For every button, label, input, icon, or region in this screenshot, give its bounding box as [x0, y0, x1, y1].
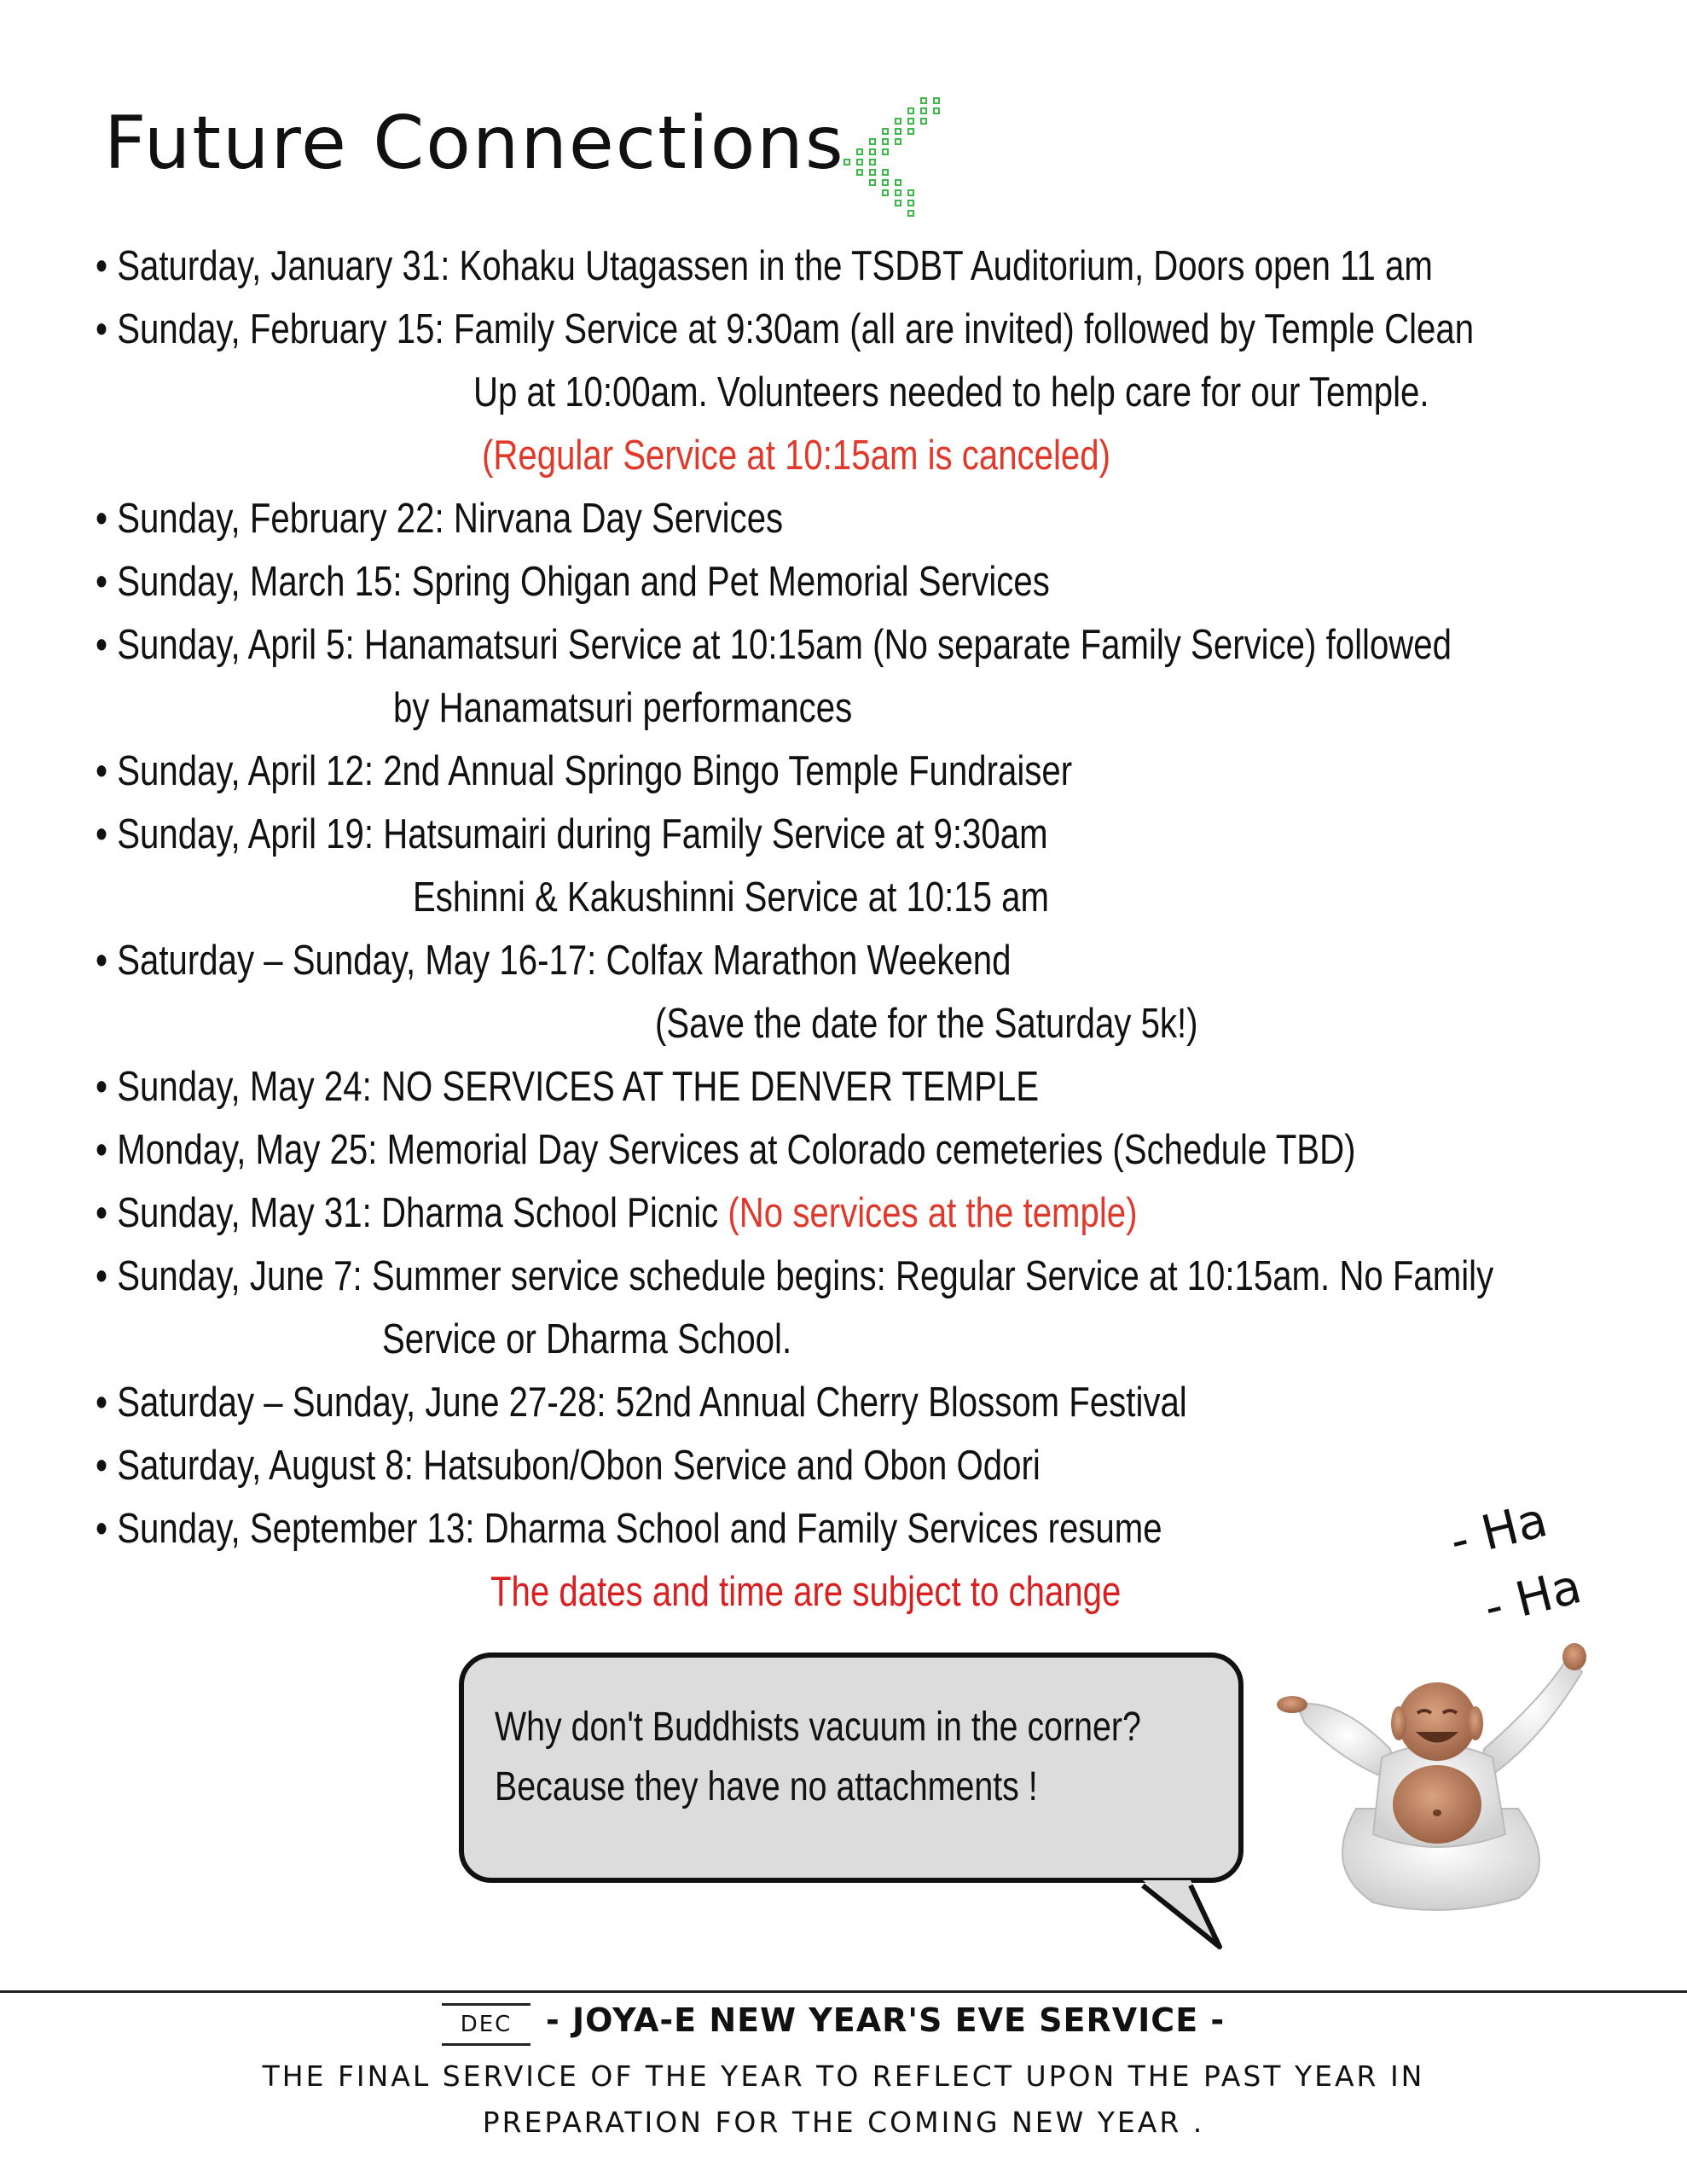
logo-dot	[896, 129, 901, 134]
event-item: • Sunday, April 5: Hanamatsuri Service at 10:15am (No separate Family Service) followed	[96, 622, 1452, 668]
disclaimer: The dates and time are subject to change	[490, 1569, 1122, 1615]
logo-dot	[857, 160, 862, 165]
event-item: • Sunday, March 15: Spring Ohigan and Pet Memorial Services	[96, 559, 1050, 605]
event-item: • Saturday – Sunday, June 27-28: 52nd Annual Cherry Blossom Festival	[96, 1380, 1187, 1426]
footer-description: PREPARATION FOR THE COMING NEW YEAR .	[482, 2106, 1205, 2139]
event-continuation: Eshinni & Kakushinni Service at 10:15 am	[413, 874, 1049, 921]
event-item: • Sunday, February 22: Nirvana Day Services	[96, 496, 784, 542]
event-item: • Sunday, May 24: NO SERVICES AT THE DENVER TEMPLE	[96, 1064, 1040, 1110]
logo-dot	[921, 98, 926, 103]
event-item: • Sunday, April 12: 2nd Annual Springo Bingo Temple Fundraiser	[96, 748, 1073, 794]
event-item: • Monday, May 25: Memorial Day Services at Colorado cemeteries (Schedule TBD)	[96, 1127, 1356, 1173]
logo-dot	[870, 170, 875, 175]
event-item: • Saturday, August 8: Hatsubon/Obon Service and Obon Odori	[96, 1443, 1041, 1489]
logo-dot	[934, 108, 939, 113]
joke-answer: Because they have no attachments !	[495, 1764, 1038, 1809]
logo-dot	[870, 139, 875, 144]
logo-dot	[908, 108, 913, 113]
event-item: • Sunday, May 31: Dharma School Picnic (No services at the temple)	[96, 1190, 1138, 1236]
logo-dot	[844, 160, 849, 165]
logo-dot	[908, 119, 913, 124]
footer-description: THE FINAL SERVICE OF THE YEAR TO REFLECT UPON THE PAST YEAR IN	[262, 2059, 1425, 2093]
logo-dot	[934, 98, 939, 103]
logo-dot	[883, 180, 888, 185]
event-item: • Saturday – Sunday, May 16-17: Colfax Marathon Weekend	[96, 938, 1012, 984]
page-title: Future Connections	[104, 101, 845, 186]
logo-dot	[908, 200, 913, 206]
logo-dot	[870, 160, 875, 165]
logo-dot	[908, 211, 913, 216]
month-label: DEC	[442, 2003, 530, 2046]
logo-dot	[883, 170, 888, 175]
event-item: • Sunday, February 15: Family Service at 9:30am (all are invited) followed by Temple Clean	[96, 306, 1475, 352]
logo-dot	[896, 200, 901, 206]
event-continuation: Service or Dharma School.	[382, 1316, 792, 1362]
event-item: • Sunday, April 19: Hatsumairi during Family Service at 9:30am	[96, 811, 1048, 857]
logo-dot	[883, 190, 888, 195]
laugh-text: - Ha	[1444, 1492, 1553, 1570]
logo-dot	[908, 190, 913, 195]
logo-dot	[883, 139, 888, 144]
footer-heading: - JOYA-E NEW YEAR'S EVE SERVICE -	[546, 2001, 1226, 2039]
event-item: • Saturday, January 31: Kohaku Utagassen in the TSDBT Auditorium, Doors open 11 am	[96, 243, 1433, 289]
logo-dot	[896, 190, 901, 195]
logo-dot	[883, 129, 888, 134]
laughing-buddha-icon	[1271, 1638, 1603, 1920]
logo-dot	[857, 170, 862, 175]
logo-dot	[896, 139, 901, 144]
logo-dot	[857, 149, 862, 154]
event-continuation: by Hanamatsuri performances	[393, 685, 853, 731]
event-item: • Sunday, June 7: Summer service schedule begins: Regular Service at 10:15am. No Family	[96, 1253, 1494, 1299]
logo-dot	[870, 180, 875, 185]
event-continuation: (Save the date for the Saturday 5k!)	[655, 1001, 1198, 1047]
event-item: • Sunday, September 13: Dharma School and Family Services resume	[96, 1506, 1162, 1552]
dotted-arrow-logo-icon	[840, 90, 942, 218]
event-continuation: Up at 10:00am. Volunteers needed to help care for our Temple.	[473, 369, 1429, 415]
footer-divider	[0, 1990, 1687, 1993]
canceled-note: (Regular Service at 10:15am is canceled)	[482, 433, 1111, 479]
logo-dot	[896, 119, 901, 124]
no-services-note: (No services at the temple)	[728, 1190, 1138, 1236]
logo-dot	[896, 180, 901, 185]
laugh-text: - Ha	[1478, 1559, 1587, 1636]
speech-bubble-tail	[1109, 1868, 1237, 1954]
logo-dot	[883, 149, 888, 154]
joke-question: Why don't Buddhists vacuum in the corner?	[495, 1705, 1141, 1750]
logo-dot	[870, 149, 875, 154]
logo-dot	[921, 119, 926, 124]
logo-dot	[921, 108, 926, 113]
logo-dot	[908, 129, 913, 134]
